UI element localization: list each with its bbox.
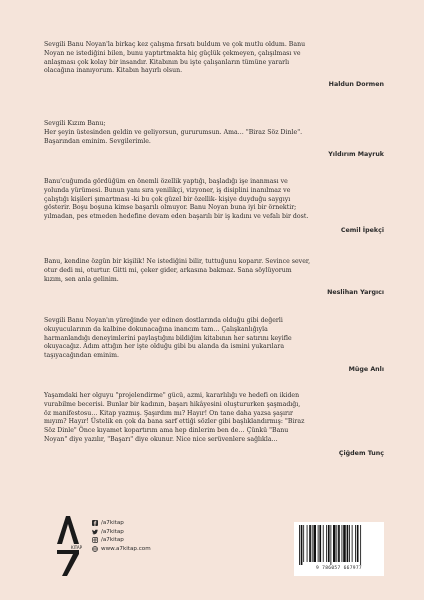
endorsement-muge-anli	[44, 317, 384, 373]
quote-text: Banu, kendine özgün bir kişilik! Ne istediğini bilir, tuttuğunu koparır. Sevince sever, otur dedi mi, oturtur. Gitti mi, çeker gider, arkasına bakmaz. Sana söylüyorum kızım, sen anla gelinim.	[44, 258, 311, 283]
author-name: Cemil İpekçi	[340, 226, 384, 234]
barcode-bar	[330, 525, 331, 565]
social-facebook[interactable]: /a7kitap	[92, 519, 151, 528]
barcode-bar	[307, 525, 308, 562]
endorsement-cemil-ipekci	[44, 178, 384, 234]
barcode-bar	[336, 525, 337, 562]
quote-text: Yaşamdaki her olguyu "projelendirme" gücü, azmi, kararlılığı ve hedefi on ikiden vurabilme becerisi. Bunlar bir kadının, başarı hikâyesini oluştururken şaşmadığı, öz manifestosu… Kitap yazmış. Şaşırdım mı? Hayır! On tane daha yazsa şaşırır mıyım? Hayır! Üstelik en çok da bana sarf ettiği sözler gibi başlıklandırmış: "Biraz Söz Dinle" Önce kıyamet kopartırım ama hep dinlerim ben de… Çünkü "Banu Noyan" diye yazılır, "Başarı" diye okunur. Nice nice serüvenlere sağlıkla…	[44, 392, 305, 443]
barcode-bar	[357, 525, 359, 562]
barcode-bar	[352, 525, 353, 562]
publisher-logo	[53, 514, 83, 578]
author-name: Yıldırım Mayruk	[328, 151, 384, 159]
barcode-bar	[343, 525, 346, 562]
barcode-bar	[342, 525, 343, 562]
social-website[interactable]: www.a7kitap.com	[92, 545, 151, 554]
author-name: Neslihan Yargıcı	[327, 289, 384, 297]
instagram-icon	[92, 537, 98, 543]
a7-logo-icon	[53, 514, 83, 578]
endorsement-neslihan-yargici	[44, 258, 384, 296]
barcode-bar	[319, 525, 321, 562]
quote-text: Sevgili Banu Noyan'ın yüreğinde yer edinen dostlarında olduğu gibi değerli okuyucularının da kalbine dokunacağına inancım tam… Çalışkanlığıyla harmanlandığı deneyimlerini paylaştığını bildiğim kitabının her satırını keyifle okuyacağız. Adım attığın her işte olduğu gibi bu alanda da ismini yukarılara taşıyacağından eminim.	[44, 317, 292, 360]
quote-text: Banu'cuğumda gördüğüm en önemli özellik yaptığı, başladığı işe inanması ve yolunda yürümesi. Bunun yanı sıra yenilikçi, vizyoner, iş disiplini inanılmaz ve çalıştığı kişileri şımartması -ki bu çok güzel bir özellik- kişiye duyduğu saygıyı gösterir. Boşu boşuna kimse başarılı olmuyor. Banu Noyan buna iyi bir örnektir; yılmadan, pes etmeden hedefine devam eden başarılı bir iş kadını ve vefalı bir dost.	[44, 178, 309, 221]
barcode-bar	[303, 525, 304, 562]
barcode-bar	[347, 525, 349, 562]
author-name: Haldun Dormen	[328, 81, 384, 89]
social-links	[92, 519, 151, 553]
social-twitter[interactable]: /a7kitap	[92, 528, 151, 537]
barcode-bar	[326, 525, 327, 562]
endorsement-yildirim-mayruk	[44, 120, 384, 158]
barcode-bar	[338, 525, 340, 562]
author-name: Çiğdem Tunç	[338, 449, 384, 457]
barcode-bar	[299, 525, 300, 565]
isbn-barcode	[294, 522, 384, 576]
barcode-number: 9 786057 667977	[316, 566, 362, 571]
barcode-bar	[301, 525, 303, 565]
social-instagram[interactable]: /a7kitap	[92, 536, 151, 545]
barcode-bar	[333, 525, 336, 562]
barcode-bar	[323, 525, 324, 562]
barcode-bar	[355, 525, 356, 562]
quote-text: Sevgili Kızım Banu; Her şeyin üstesinden geldin ve geliyorsun, gururumsun. Ama… "Biraz Söz Dinle". Başarından eminim. Sevgilerimle.	[44, 120, 303, 145]
barcode-bar	[360, 525, 361, 565]
author-name: Müge Anlı	[348, 365, 384, 373]
facebook-icon	[92, 520, 98, 526]
barcode-bar	[328, 525, 330, 562]
twitter-icon	[92, 529, 98, 535]
barcode-bar	[313, 525, 316, 562]
barcode-bar	[309, 525, 311, 562]
logo-text: KITAP	[71, 545, 83, 550]
barcode-bar	[312, 525, 313, 562]
globe-icon	[92, 546, 98, 552]
endorsement-cigdem-tunc	[44, 392, 384, 457]
quote-text: Sevgili Banu Noyan'la birkaç kez çalışma fırsatı buldum ve çok mutlu oldum. Banu Noyan ne istediğini bilen, bunu yaptırtmakta hiç güçlük çekmeyen, çalışılması ve anlaşması çok kolay bir insandır. Kitabının bu işte çalışanların tümüne yararlı olacağına inanıyorum. Kitabın hayırlı olsun.	[44, 41, 306, 75]
barcode-bar	[349, 525, 350, 562]
barcode-icon	[298, 525, 380, 565]
barcode-bar	[318, 525, 319, 562]
endorsement-haldun-dormen	[44, 41, 384, 88]
